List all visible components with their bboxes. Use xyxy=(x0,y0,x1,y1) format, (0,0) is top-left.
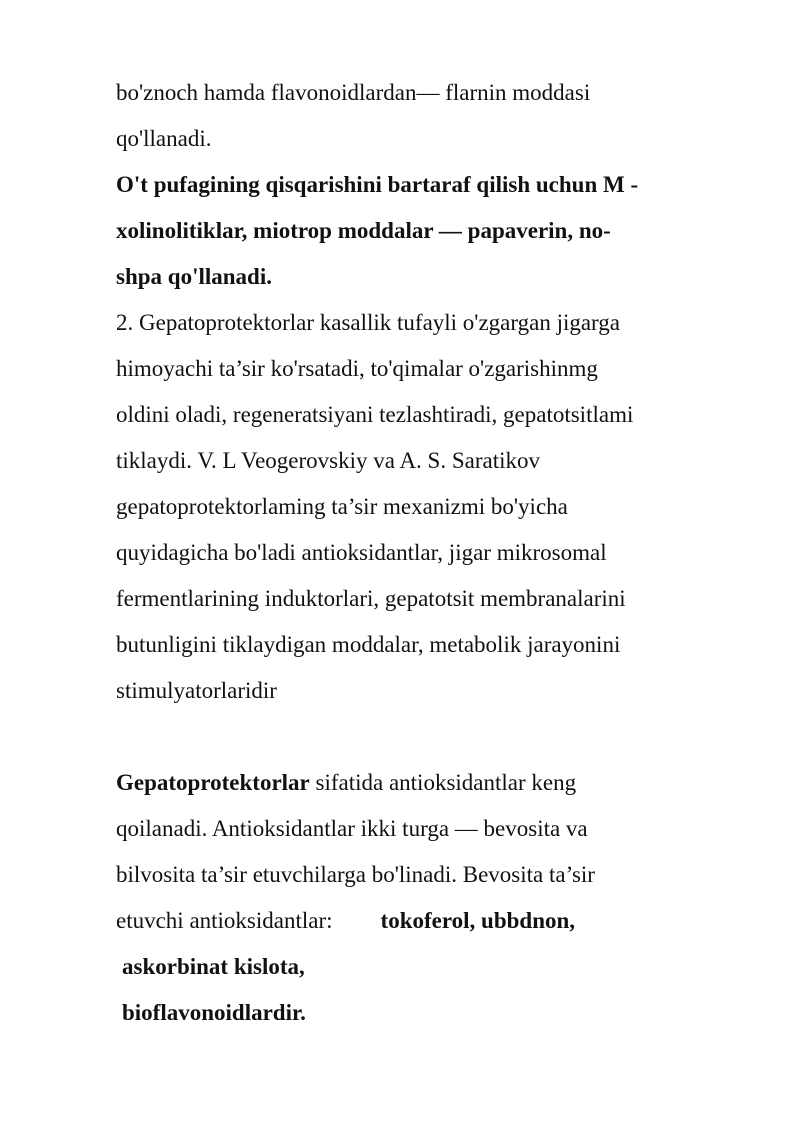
paragraph-4-line-2: qoilanadi. Antioksidantlar ikki turga — bevosita va xyxy=(116,816,588,841)
paragraph-4-line-5 xyxy=(116,944,716,990)
paragraph-4-line-4-text: etuvchi antioksidantlar: xyxy=(116,908,333,933)
document-page xyxy=(116,70,716,1036)
paragraph-4-line-4 xyxy=(116,898,716,944)
paragraph-3-line-3: oldini oladi, regeneratsiyani tezlashtiradi, gepatotsitlami xyxy=(116,402,634,427)
paragraph-2-line-3: shpa qo'llanadi. xyxy=(116,264,272,289)
paragraph-1-line-2: qo'llanadi. xyxy=(116,126,212,151)
gepatoprotektorlar-term: Gepatoprotektorlar xyxy=(116,770,310,795)
paragraph-3-line-9: stimulyatorlaridir xyxy=(116,678,277,703)
paragraph-3-line-4: tiklaydi. V. L Veogerovskiy va A. S. Saratikov xyxy=(116,448,540,473)
antioxidant-list-2: askorbinat kislota, xyxy=(122,954,305,979)
paragraph-3-line-7: fermentlarining induktorlari, gepatotsit membranalarini xyxy=(116,586,626,611)
antioxidant-list-1: tokoferol, ubbdnon, xyxy=(380,908,576,933)
paragraph-1-line-1: bo'znoch hamda flavonoidlardan— flarnin moddasi xyxy=(116,80,591,105)
paragraph-2-line-2: xolinolitiklar, miotrop moddalar — papaverin, no- xyxy=(116,218,611,243)
paragraph-3-line-8: butunligini tiklaydigan moddalar, metabolik jarayonini xyxy=(116,632,621,657)
paragraph-4-line-6 xyxy=(116,990,716,1036)
paragraph-3-line-6: quyidagicha bo'ladi antioksidantlar, jigar mikrosomal xyxy=(116,540,607,565)
paragraph-spacer xyxy=(116,714,716,760)
paragraph-3-line-5: gepatoprotektorlaming ta’sir mexanizmi bo'yicha xyxy=(116,494,568,519)
paragraph-4-line-1 xyxy=(116,760,716,806)
paragraph-4-line-1-rest: sifatida antioksidantlar keng xyxy=(309,770,577,795)
paragraph-4-line-3: bilvosita ta’sir etuvchilarga bo'linadi. Bevosita ta’sir xyxy=(116,862,595,887)
paragraph-3-line-2: himoyachi ta’sir ko'rsatadi, to'qimalar o'zgarishinmg xyxy=(116,356,598,381)
antioxidant-list-3: bioflavonoidlardir. xyxy=(122,1000,306,1025)
paragraph-2-line-1: O't pufagining qisqarishini bartaraf qilish uchun M - xyxy=(116,172,639,197)
paragraph-3-line-1: 2. Gepatoprotektorlar kasallik tufayli o'zgargan jigarga xyxy=(116,310,621,335)
